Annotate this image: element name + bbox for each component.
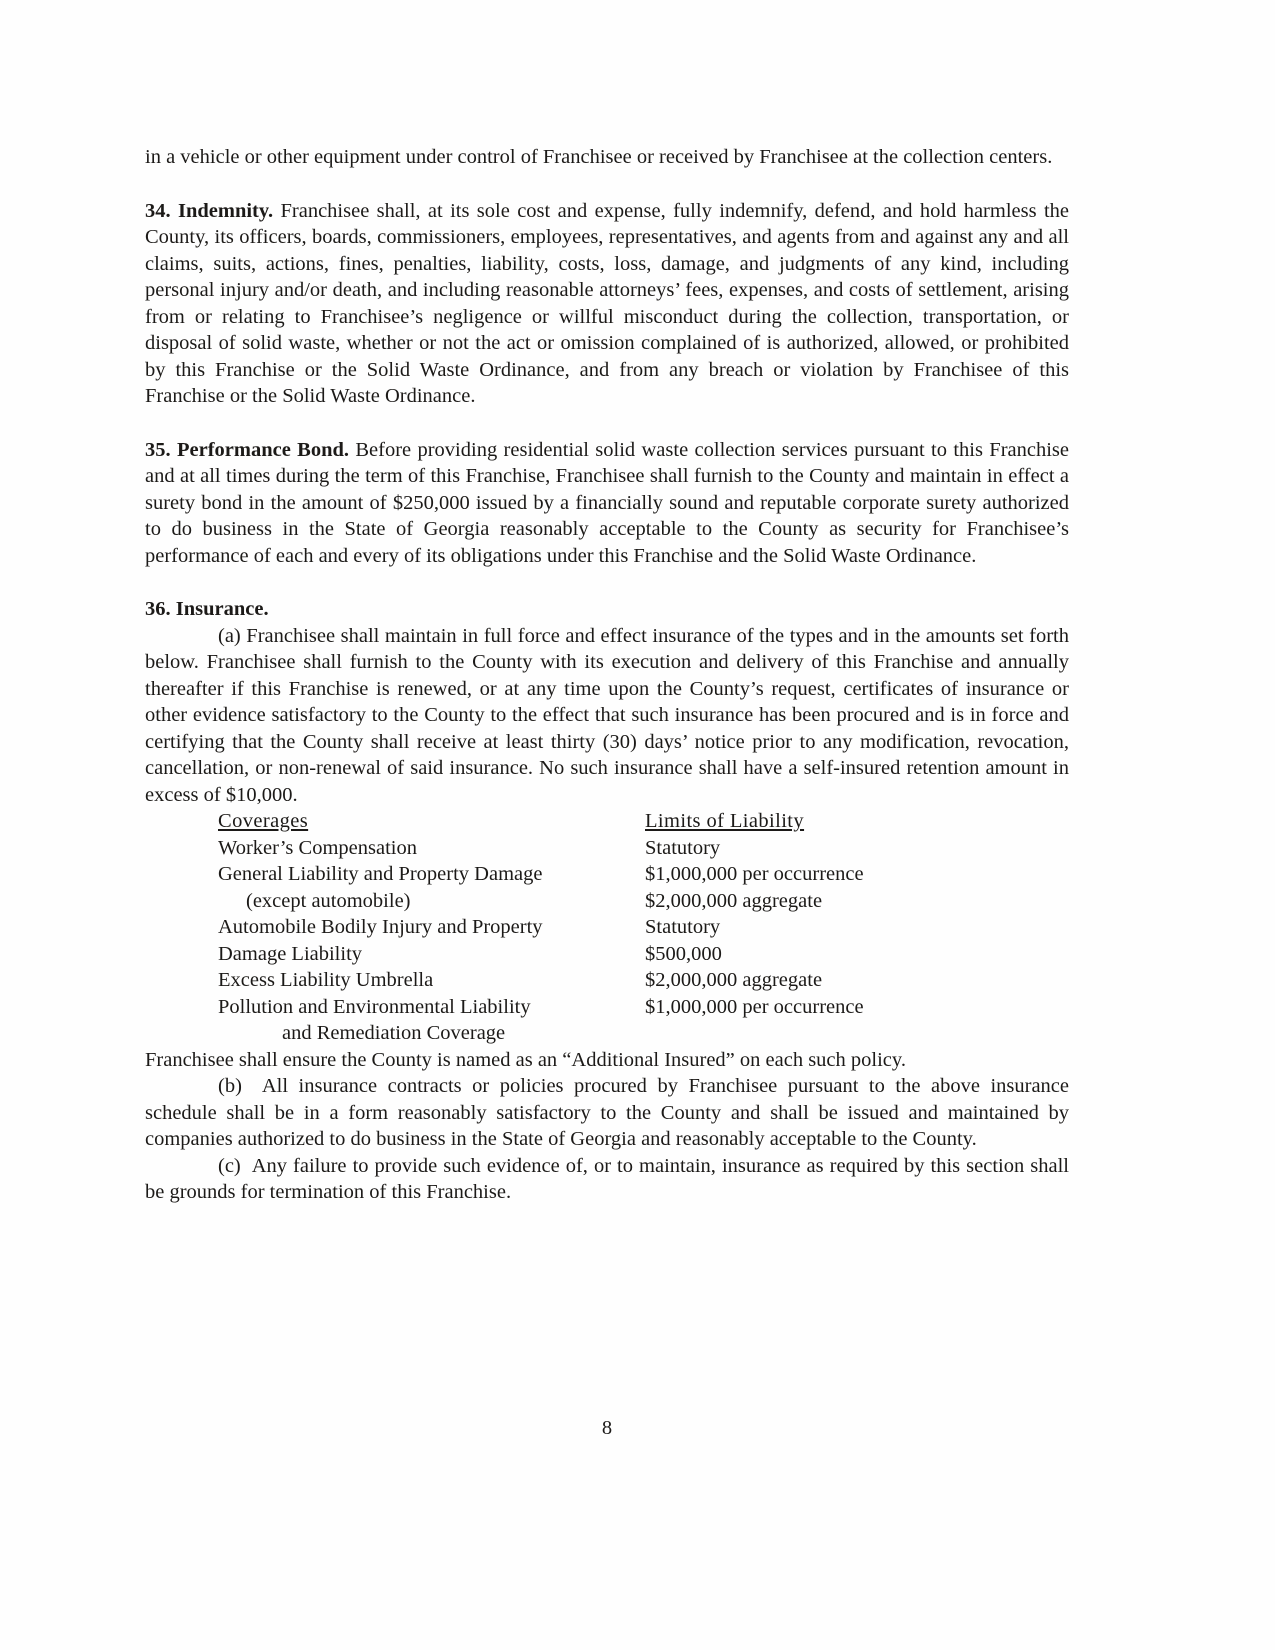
table-row bbox=[218, 861, 1069, 888]
limit-cell: $1,000,000 per occurrence bbox=[645, 995, 864, 1018]
coverages-column-header: Coverages bbox=[218, 810, 309, 832]
section-35-body: Before providing residential solid waste collection services pursuant to this Franchise and at all times during the term of this Franchise, Franchisee shall furnish to the County and maintain in effect a surety bond in the amount of $250,000 issued by a financially sound and reputable corporate surety authorized to do business in the State of Georgia reasonably acceptable to the County as security for Franchisee’s performance of each and every of its obligations under this Franchise and the Solid Waste Ordinance. bbox=[145, 438, 1069, 567]
coverage-cell: (except automobile) bbox=[246, 889, 411, 912]
table-row bbox=[218, 888, 1069, 915]
coverage-cell: General Liability and Property Damage bbox=[218, 863, 543, 885]
coverage-cell: Worker’s Compensation bbox=[218, 836, 417, 859]
section-36-sub-c: (c) Any failure to provide such evidence of, or to maintain, insurance as required by this section shall be grounds for termination of this Franchise. bbox=[145, 1154, 1069, 1203]
limit-cell: Statutory bbox=[645, 916, 721, 938]
table-header-row bbox=[218, 808, 1069, 835]
table-row bbox=[218, 967, 1069, 994]
document-content bbox=[145, 144, 1069, 1206]
limit-cell bbox=[645, 1020, 1069, 1047]
section-34-indemnity bbox=[145, 198, 1069, 410]
limit-cell: $2,000,000 aggregate bbox=[645, 889, 823, 912]
coverage-cell: Damage Liability bbox=[218, 942, 363, 965]
coverage-cell: Automobile Bodily Injury and Property bbox=[218, 916, 543, 938]
insurance-coverage-table bbox=[218, 808, 1069, 1047]
section-36-heading: 36. Insurance. bbox=[145, 598, 269, 620]
limit-cell: $500,000 bbox=[645, 942, 722, 965]
section-36-sub-b: (b) All insurance contracts or policies procured by Franchisee pursuant to the above insurance schedule shall be in a form reasonably satisfactory to the County and shall be issued and maintained by companies authorized to do business in the State of Georgia and reasonably acceptable to the County. bbox=[145, 1075, 1069, 1150]
intro-paragraph: in a vehicle or other equipment under control of Franchisee or received by Franchisee at the collection centers. bbox=[145, 146, 1053, 168]
limits-column-header: Limits of Liability bbox=[645, 810, 805, 832]
page-number: 8 bbox=[601, 1417, 613, 1439]
limit-cell: Statutory bbox=[645, 836, 721, 859]
table-row bbox=[218, 941, 1069, 968]
table-row bbox=[218, 1020, 1069, 1047]
table-row bbox=[218, 914, 1069, 941]
section-36-insurance bbox=[145, 596, 1069, 623]
section-34-heading: 34. Indemnity. bbox=[145, 199, 274, 222]
limit-cell: $1,000,000 per occurrence bbox=[645, 863, 864, 885]
section-35-performance-bond bbox=[145, 437, 1069, 570]
table-row bbox=[218, 835, 1069, 862]
section-35-heading: 35. Performance Bond. bbox=[145, 438, 349, 461]
coverage-cell: Excess Liability Umbrella bbox=[218, 969, 434, 991]
section-34-body: Franchisee shall, at its sole cost and expense, fully indemnify, defend, and hold harmless the County, its officers, boards, commissioners, employees, representatives, and agents from and against any and all claims, suits, actions, fines, penalties, liability, costs, loss, damage, and judgments of any kind, including personal injury and/or death, and including reasonable attorneys’ fees, expenses, and costs of settlement, arising from or relating to Franchisee’s negligence or willful misconduct during the collection, transportation, or disposal of solid waste, whether or not the act or omission complained of is authorized, allowed, or prohibited by this Franchise or the Solid Waste Ordinance, and from any breach or violation by Franchisee of this Franchise or the Solid Waste Ordinance. bbox=[145, 199, 1069, 407]
limit-cell: $2,000,000 aggregate bbox=[645, 969, 823, 991]
coverage-cell: and Remediation Coverage bbox=[282, 1022, 506, 1044]
section-36-sub-a: (a) Franchisee shall maintain in full force and effect insurance of the types and in the amounts set forth below. Franchisee shall furnish to the County with its execution and delivery of this Franchise and annually thereafter if this Franchise is renewed, or at any time upon the County’s request, certificates of insurance or other evidence satisfactory to the County to the effect that such insurance has been procured and is in force and certifying that the County shall receive at least thirty (30) days’ notice prior to any modification, revocation, cancellation, or non-renewal of said insurance. No such insurance shall have a self-insured retention amount in excess of $10,000. bbox=[145, 624, 1069, 806]
table-row bbox=[218, 994, 1069, 1021]
additional-insured-note: Franchisee shall ensure the County is named as an “Additional Insured” on each such policy. bbox=[145, 1048, 906, 1071]
coverage-cell: Pollution and Environmental Liability bbox=[218, 995, 531, 1018]
